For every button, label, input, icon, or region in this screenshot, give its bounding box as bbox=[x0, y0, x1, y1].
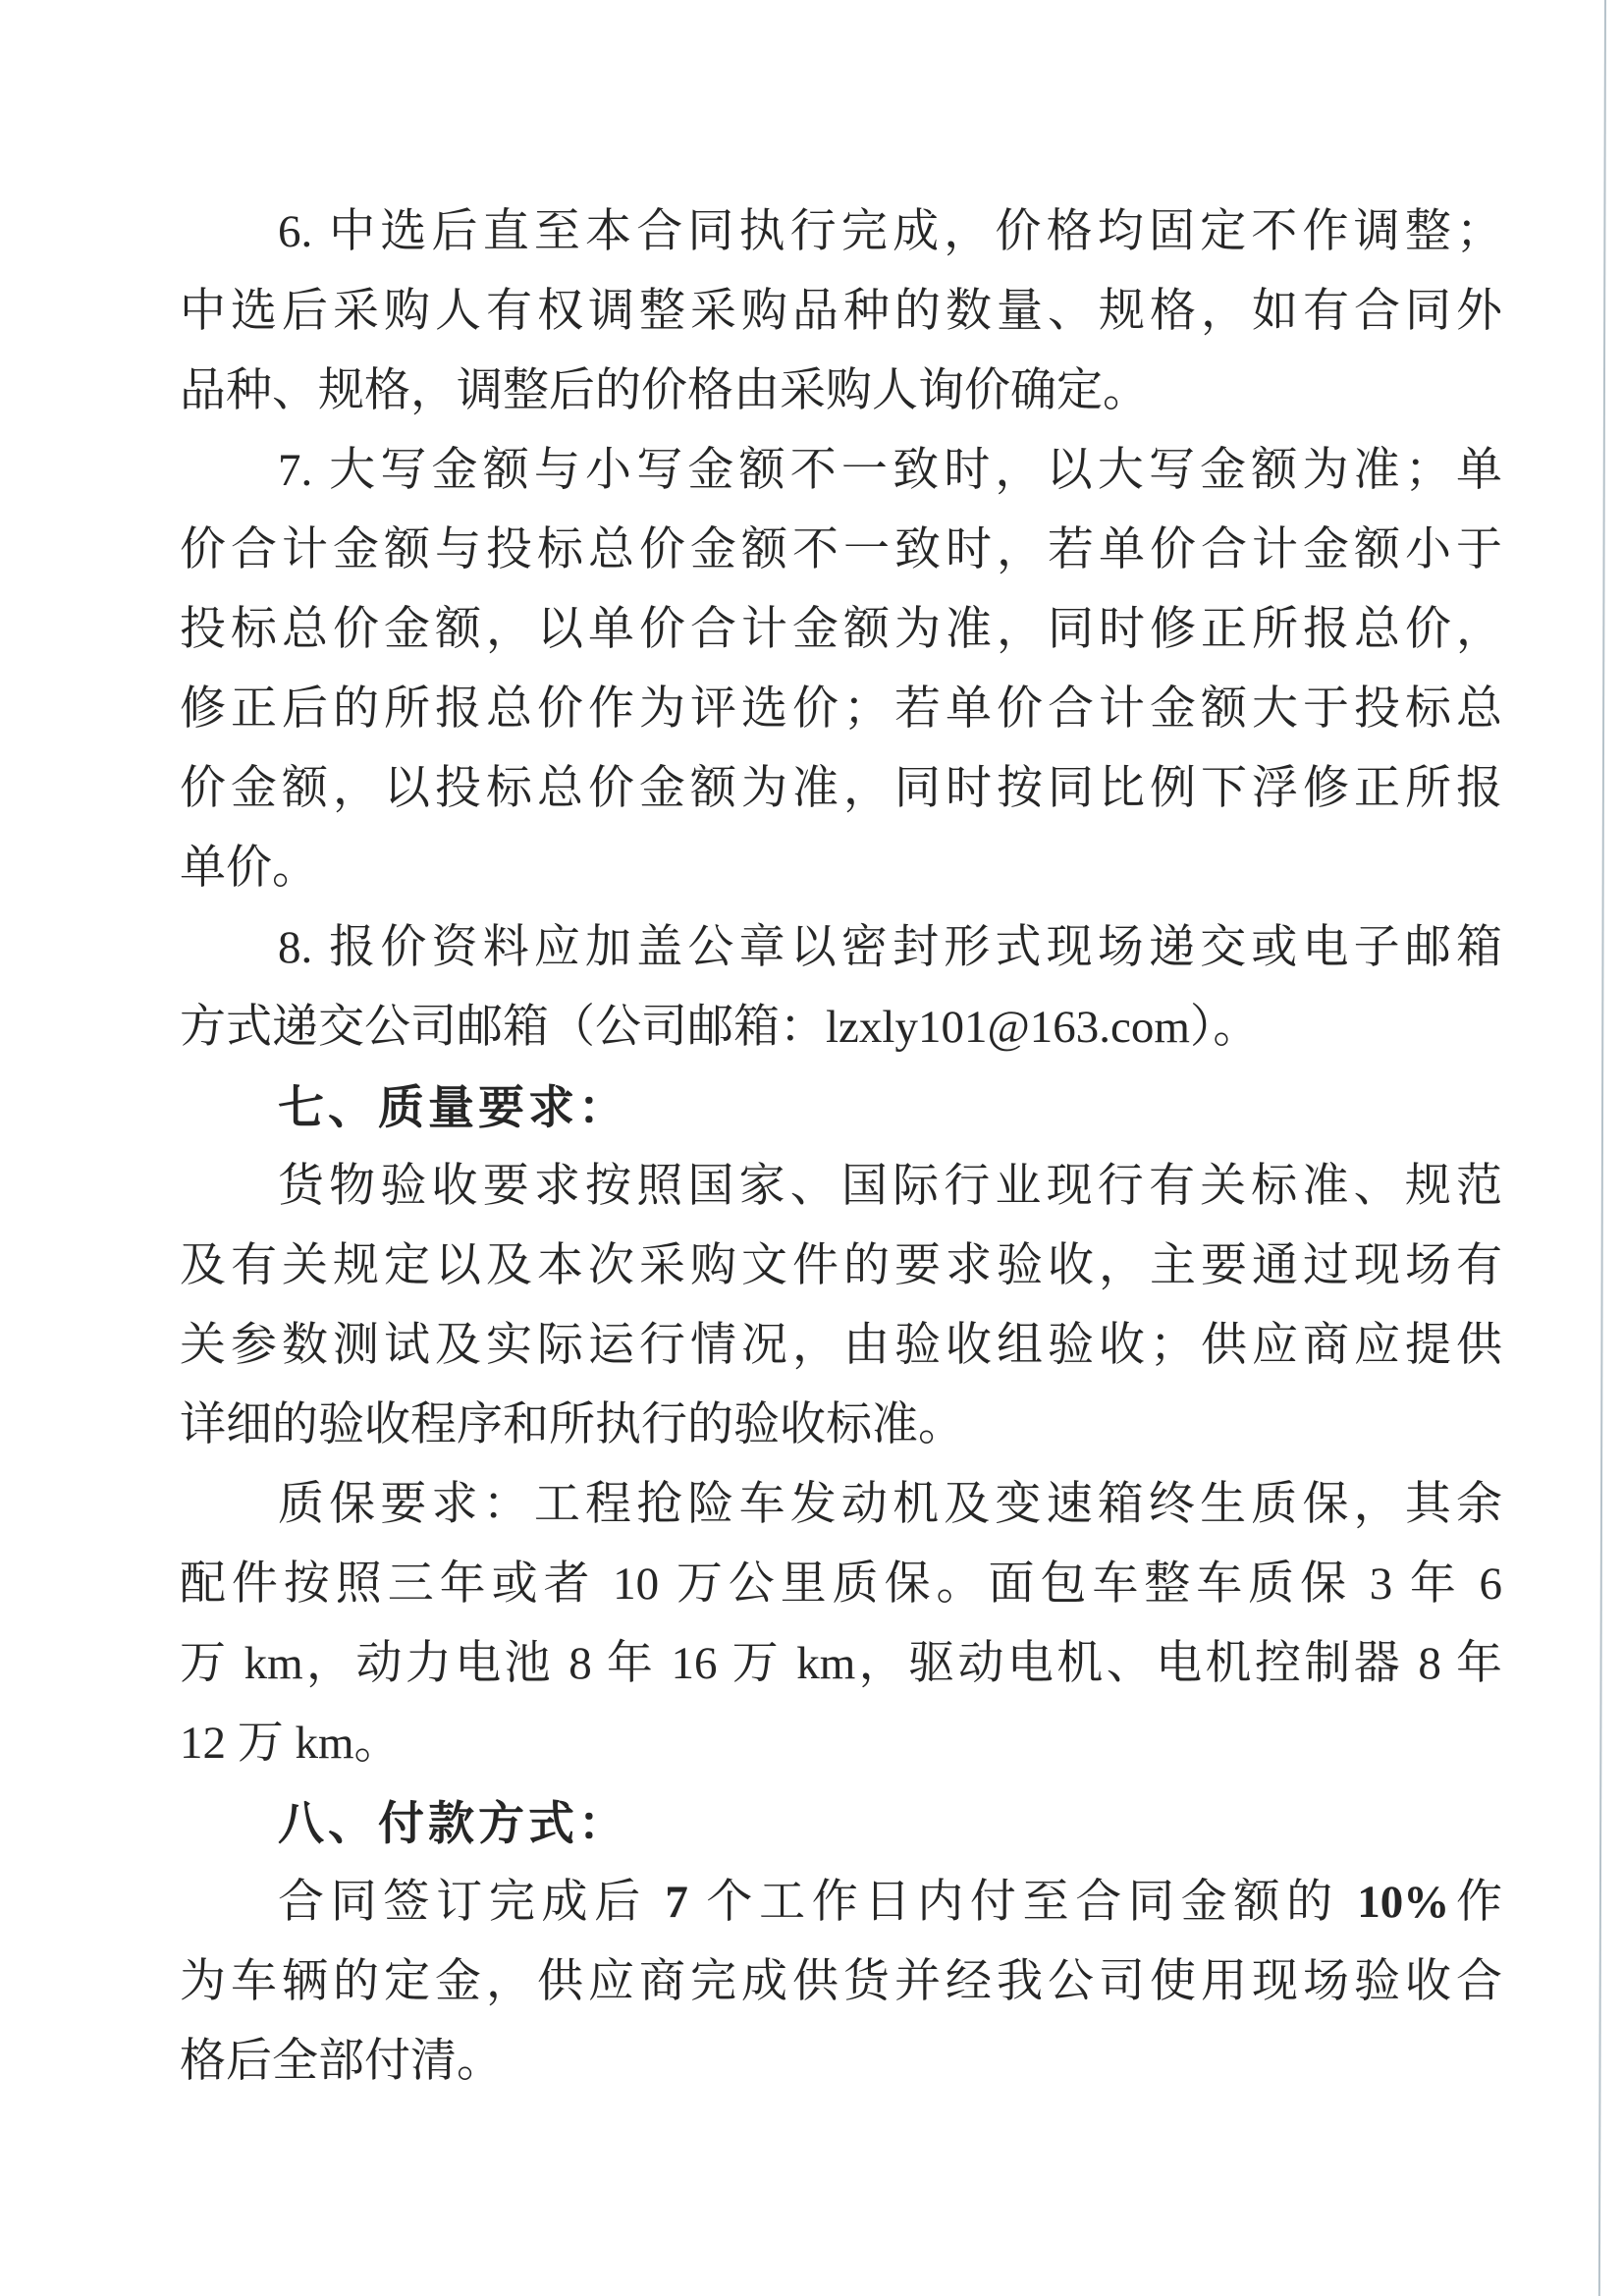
doc-line doc-line-email: 方式递交公司邮箱（公司邮箱：lzxly101@163.com）。 bbox=[180, 1002, 1260, 1053]
doc-line: 12 万 km。 bbox=[180, 1718, 401, 1769]
scan-artifact-line bbox=[1598, 0, 1606, 2296]
doc-line: 6. 中选后直至本合同执行完成，价格均固定不作调整； bbox=[278, 206, 1502, 257]
doc-line: 价金额，以投标总价金额为准，同时按同比例下浮修正所报 bbox=[180, 763, 1502, 814]
doc-line: 8. 报价资料应加盖公章以密封形式现场递交或电子邮箱 bbox=[278, 922, 1502, 973]
doc-line: 关参数测试及实际运行情况，由验收组验收；供应商应提供 bbox=[180, 1320, 1502, 1371]
payment-days-value: 7 bbox=[665, 1877, 688, 1928]
document-body bbox=[180, 192, 1502, 2102]
section-heading-quality: 七、质量要求： bbox=[278, 1081, 628, 1133]
doc-line: 货物验收要求按照国家、国际行业现行有关标准、规范 bbox=[278, 1161, 1502, 1212]
payment-deposit-percent: 10% bbox=[1357, 1877, 1450, 1928]
doc-line: 投标总价金额，以单价合计金额为准，同时修正所报总价， bbox=[180, 604, 1502, 655]
doc-line: 格后全部付清。 bbox=[180, 2036, 503, 2087]
doc-line: 质保要求：工程抢险车发动机及变速箱终生质保，其余 bbox=[278, 1479, 1502, 1530]
payment-text-segment: 个工作日内付至合同金额的 bbox=[687, 1877, 1358, 1928]
doc-line: 详细的验收程序和所执行的验收标准。 bbox=[180, 1399, 964, 1450]
doc-line: 7. 大写金额与小写金额不一致时，以大写金额为准；单 bbox=[278, 445, 1502, 496]
payment-text-segment: 合同签订完成后 bbox=[278, 1877, 666, 1928]
doc-line: 配件按照三年或者 10 万公里质保。面包车整车质保 3 年 6 bbox=[180, 1558, 1502, 1610]
doc-line doc-line-payment-first bbox=[180, 1863, 1502, 1942]
doc-line: 中选后采购人有权调整采购品种的数量、规格，如有合同外 bbox=[180, 286, 1502, 337]
doc-line: 为车辆的定金，供应商完成供货并经我公司使用现场验收合 bbox=[180, 1956, 1502, 2007]
doc-line: 修正后的所报总价作为评选价；若单价合计金额大于投标总 bbox=[180, 683, 1502, 735]
section-heading-payment: 八、付款方式： bbox=[278, 1797, 628, 1849]
doc-line: 单价。 bbox=[180, 843, 318, 894]
doc-line: 万 km，动力电池 8 年 16 万 km，驱动电机、电机控制器 8 年 bbox=[180, 1638, 1502, 1689]
doc-line: 及有关规定以及本次采购文件的要求验收，主要通过现场有 bbox=[180, 1240, 1502, 1291]
doc-line: 品种、规格，调整后的价格由采购人询价确定。 bbox=[180, 365, 1149, 416]
payment-text-segment: 作 bbox=[1449, 1877, 1502, 1928]
doc-line: 价合计金额与投标总价金额不一致时，若单价合计金额小于 bbox=[180, 524, 1502, 575]
